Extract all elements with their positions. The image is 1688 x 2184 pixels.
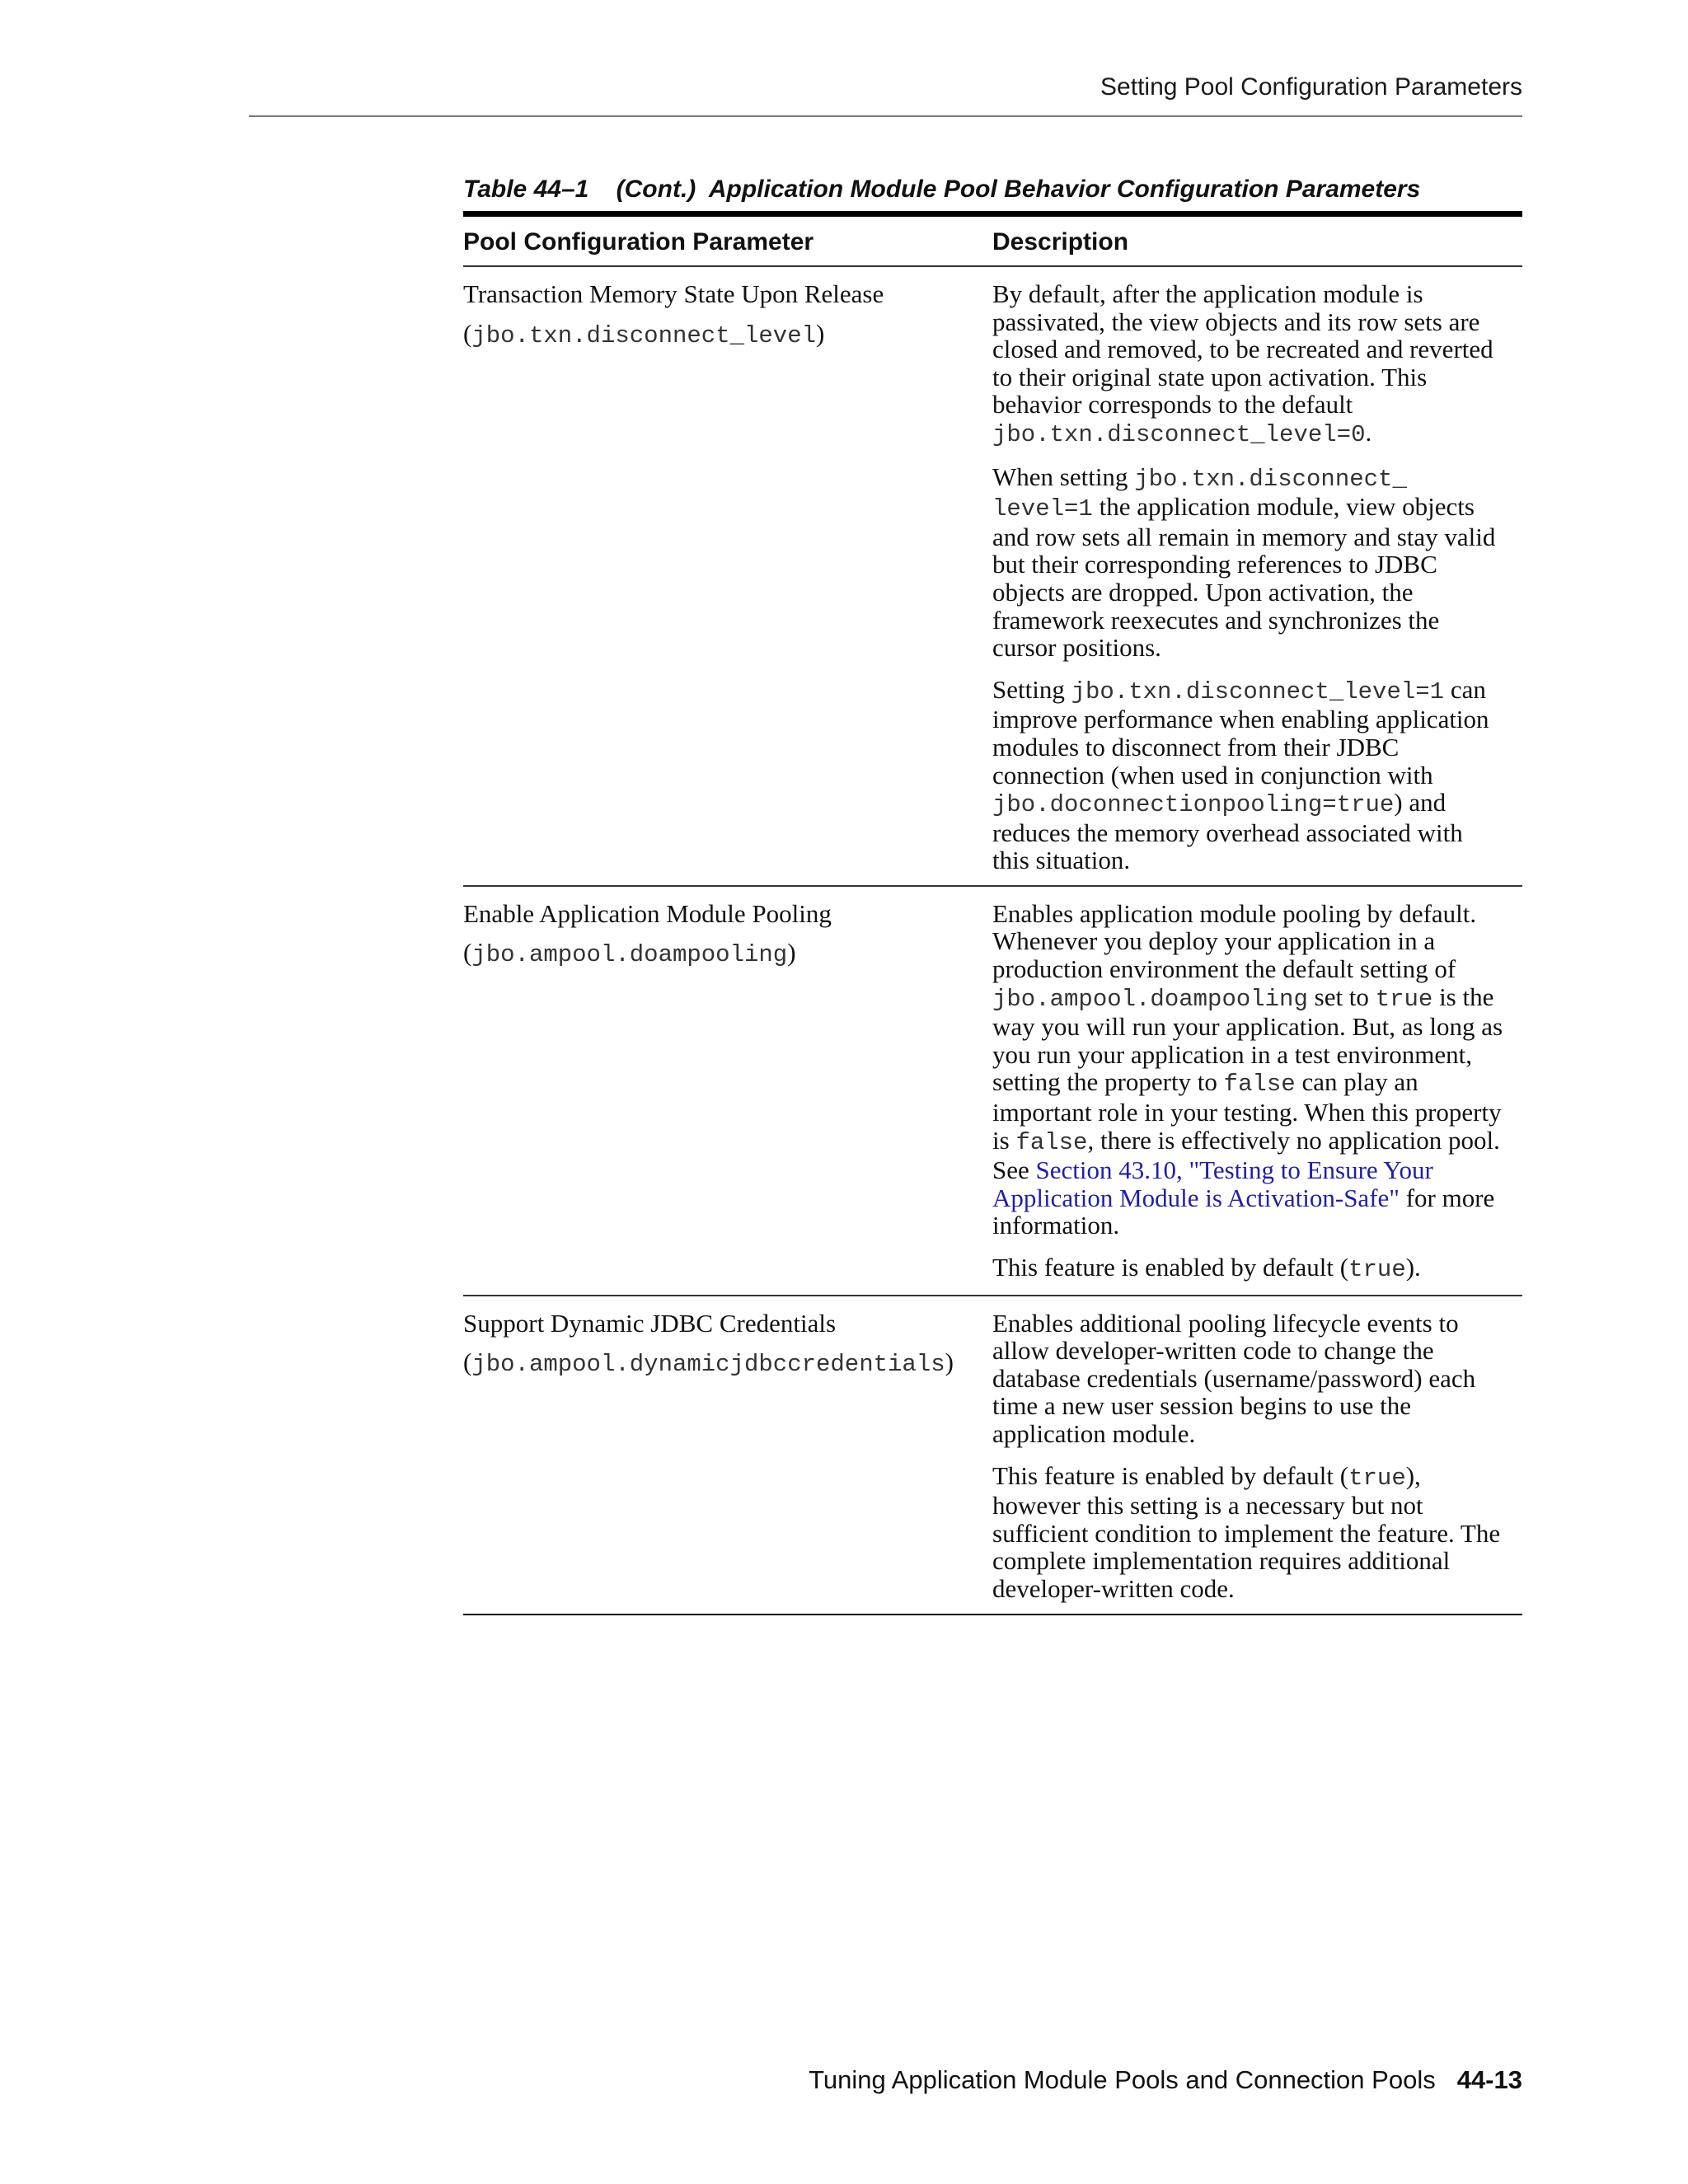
description-paragraph xyxy=(992,900,1506,1240)
parameter-cell xyxy=(463,266,992,886)
inline-code: true xyxy=(1348,1464,1406,1492)
description-cell xyxy=(992,1296,1522,1615)
inline-code: jbo.txn.disconnect_level=0 xyxy=(992,420,1366,448)
description-text: , there is effectively no application pool. See xyxy=(992,1125,1500,1185)
description-text: When setting xyxy=(992,462,1135,491)
inline-code: jbo.doconnectionpooling=true xyxy=(992,791,1395,819)
description-text: ) and reduces the memory overhead associated with this situation. xyxy=(992,788,1463,875)
table-row xyxy=(463,1296,1522,1615)
description-text: the application module, view objects and row sets all remain in memory and stay valid but their corresponding references to JDBC objects are dropped. Upon activation, the framework reexecutes and synchronizes the cursor positions. xyxy=(992,492,1496,663)
description-text: Enables application module pooling by default. Whenever you deploy your application in a production environment the default setting of xyxy=(992,898,1477,984)
section-link[interactable]: Section 43.10, "Testing to Ensure Your Application Module is Activation-Safe" xyxy=(992,1155,1433,1212)
parameter-cell xyxy=(463,886,992,1296)
description-cell xyxy=(992,266,1522,886)
description-paragraph xyxy=(992,1310,1506,1448)
table-caption: Table 44–1 (Cont.) Application Module Pool Behavior Configuration Parameters xyxy=(463,176,1421,203)
description-text: By default, after the application module is passivated, the view objects and its row sets are closed and removed, to be recreated and reverted to their original state upon activation. This behavior corresponds to the default xyxy=(992,279,1493,419)
inline-code: jbo.txn.disconnect_ level=1 xyxy=(992,465,1407,523)
inline-code: true xyxy=(1348,1256,1406,1283)
description-paragraph xyxy=(992,463,1506,662)
inline-code: jbo.ampool.doampooling xyxy=(992,985,1308,1013)
description-cell xyxy=(992,886,1522,1296)
description-text: set to xyxy=(1307,982,1376,1011)
running-footer xyxy=(249,2064,1522,2096)
parameter-table xyxy=(463,211,1522,1615)
description-paragraph xyxy=(992,676,1506,874)
description-text: This feature is enabled by default ( xyxy=(992,1253,1349,1282)
description-paragraph xyxy=(992,1254,1506,1284)
parameter-cell xyxy=(463,1296,992,1615)
parameter-property: (jbo.ampool.dynamicjdbccredentials) xyxy=(463,1347,954,1379)
description-text: can play an important role in your testing. When this property is xyxy=(992,1067,1502,1155)
table-row xyxy=(463,266,1522,886)
description-text: This feature is enabled by default ( xyxy=(992,1460,1349,1490)
description-text: . xyxy=(1365,417,1372,447)
description-text: Enables additional pooling lifecycle events to allow developer-written code to change the database credentials (username/password) each time a new user session begins to use the application module. xyxy=(992,1308,1476,1448)
property-code: jbo.txn.disconnect_level xyxy=(471,321,816,349)
description-text: can improve performance when enabling application modules to disconnect from their JDBC connection (when used in conjunction with xyxy=(992,674,1489,790)
inline-code: jbo.txn.disconnect_level=1 xyxy=(1071,677,1445,705)
description-paragraph xyxy=(992,280,1506,449)
header-rule xyxy=(249,115,1522,117)
parameter-name: Support Dynamic JDBC Credentials xyxy=(463,1308,837,1338)
column-header-parameter: Pool Configuration Parameter xyxy=(463,214,992,267)
description-text: ), however this setting is a necessary but not sufficient condition to implement the feature. The complete implementation requires additional developer-written code. xyxy=(992,1460,1501,1603)
table-row xyxy=(463,886,1522,1296)
parameter-name: Transaction Memory State Upon Release xyxy=(463,279,884,308)
footer-title: Tuning Application Module Pools and Connection Pools xyxy=(809,2065,1436,2094)
table-header-row xyxy=(463,214,1522,267)
description-paragraph xyxy=(992,1462,1506,1603)
running-header: Setting Pool Configuration Parameters xyxy=(1100,73,1522,101)
inline-code: true xyxy=(1375,985,1433,1013)
parameter-property: (jbo.ampool.doampooling) xyxy=(463,938,796,969)
column-header-description: Description xyxy=(992,214,1522,267)
description-text: Setting xyxy=(992,674,1071,704)
parameter-property: (jbo.txn.disconnect_level) xyxy=(463,318,825,349)
page-number: 44-13 xyxy=(1456,2065,1522,2094)
property-code: jbo.ampool.doampooling xyxy=(471,941,788,969)
property-code: jbo.ampool.dynamicjdbccredentials xyxy=(471,1351,945,1379)
inline-code: false xyxy=(1223,1071,1296,1099)
inline-code: false xyxy=(1015,1128,1088,1156)
description-text: for more information. xyxy=(992,1183,1495,1240)
description-text: ). xyxy=(1405,1253,1421,1282)
parameter-name: Enable Application Module Pooling xyxy=(463,898,832,928)
description-text: is the way you will run your application. But, as long as you run your application in a test environment, setting the property to xyxy=(992,982,1503,1097)
